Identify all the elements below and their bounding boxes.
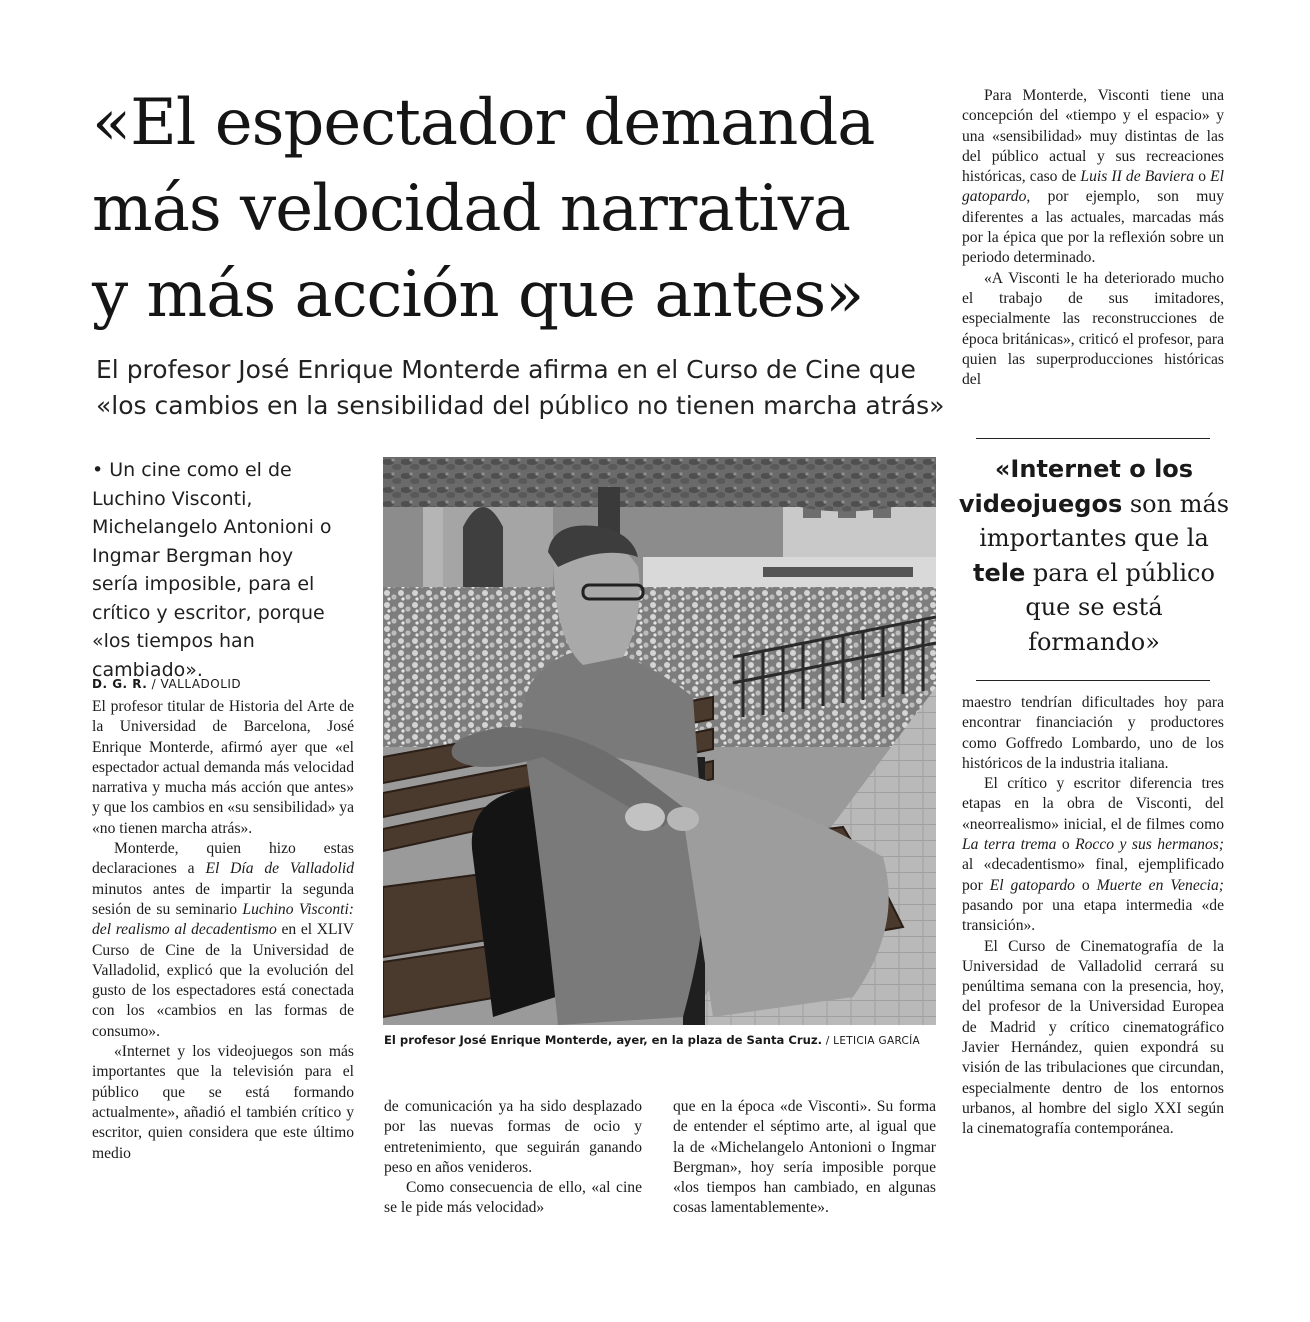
subheadline [96, 352, 956, 424]
pullquote-bold-text: «Internet o los videojuegos [958, 455, 1194, 518]
text-run: o [1194, 168, 1211, 186]
text-run: al «decadentismo» final, ejemplificado por [962, 856, 1224, 894]
italic-title: El Día de Valladolid [205, 860, 355, 878]
paragraph: de comunicación ya ha sido desplazado por las nuevas formas de ocio y entretenimiento, que seguirán ganando peso en años venideros. [384, 1098, 642, 1176]
paragraph [962, 774, 1224, 936]
article-column-1 [92, 697, 354, 1164]
paragraph: El Curso de Cinematografía de la Universidad de Valladolid cerrará su penúltima semana con la presencia, hoy, del profesor de la Universidad Europea de Madrid y crítico cinematográfico Javier Hernández, quien expondrá su visión de las tribulaciones que circundan, especialmente dentro de los entornos urbanos, al hombre del siglo XXI según la cinematografía contemporánea. [962, 937, 1224, 1138]
article-column-3 [673, 1097, 936, 1219]
text-run: minutos antes de impartir la segunda sesión de su seminario [92, 880, 354, 918]
text-run: o [1056, 836, 1076, 854]
italic-title: El gatopardo [962, 168, 1224, 206]
headline-line-3: y más acción que antes» [92, 258, 864, 332]
italic-title: Luis II de Baviera [1080, 168, 1195, 186]
subheadline-line-1: El profesor José Enrique Monterde afirma en el Curso de Cine que [96, 355, 916, 384]
pullquote-text: son más importantes que la [979, 489, 1230, 552]
headline-line-2: más velocidad narrativa [92, 172, 851, 246]
headline-line-1: «El espectador demanda [92, 86, 875, 160]
photo-caption [384, 1033, 944, 1047]
italic-title: El gatopardo [989, 876, 1075, 894]
pullquote-bold-text: tele [973, 558, 1026, 587]
text-run: pasando por una etapa intermedia «de transición». [962, 896, 1224, 935]
pullquote-text: para el público que se está formando» [1025, 558, 1215, 656]
article-column-4-bottom [962, 693, 1224, 1140]
italic-title: Luchino Visconti: del realismo al decadentismo [92, 900, 354, 939]
subheadline-line-2: «los cambios en la sensibilidad del público no tienen marcha atrás» [96, 391, 945, 420]
text-run: Para Monterde, Visconti tiene una concepción del «tiempo y el espacio» y una «sensibilidad» muy distintas de las del público actual y sus recreaciones históricas, caso de [962, 87, 1224, 186]
byline-author: D. G. R. [92, 677, 148, 691]
headline [92, 80, 952, 338]
text-run: o [1074, 876, 1097, 894]
paragraph: El profesor titular de Historia del Arte de la Universidad de Barcelona, José Enrique Monterde, afirmó ayer que «el espectador actual demanda más velocidad narrativa y mucha más acción que antes» y que los cambios en «su sensibilidad» ya «no tienen marcha atrás». [92, 698, 354, 837]
caption-text: El profesor José Enrique Monterde, ayer, en la plaza de Santa Cruz. [384, 1033, 823, 1047]
paragraph [92, 839, 354, 1042]
italic-title: Rocco y sus hermanos; [1075, 836, 1225, 854]
paragraph: Como consecuencia de ello, «al cine se le pide más velocidad» [384, 1179, 642, 1217]
pullquote-rule-top [976, 438, 1210, 439]
paragraph: que en la época «de Visconti». Su forma de entender el séptimo arte, al igual que la de «Michelangelo Antonioni o Ingmar Bergman», hoy sería imposible porque «los tiempos han cambiado, en algunas cosas lamentablemente». [673, 1098, 936, 1217]
text-run: , por ejemplo, son muy diferentes a las actuales, marcadas más por la épica que por la reflexión sobre un periodo determinado. [962, 188, 1224, 267]
paragraph: «A Visconti le ha deteriorado mucho el trabajo de sus imitadores, especialmente las reconstrucciones de época británicas», criticó el profesor, para quien las superproducciones históricas del [962, 269, 1224, 389]
paragraph: «Internet y los videojuegos son más importantes que la televisión para el público que se está formando actualmente», añadió el también crítico y escritor, quien considera que este último medio [92, 1043, 354, 1162]
byline [92, 677, 241, 691]
article-column-4-top [962, 86, 1224, 390]
paragraph [962, 86, 1224, 269]
photo-credit: / LETICIA GARCÍA [825, 1035, 921, 1047]
text-run: Monterde, quien hizo estas declaraciones a [92, 840, 354, 878]
italic-title: Muerte en Venecia; [1096, 876, 1225, 894]
text-run: en el XLIV Curso de Cine de la Universidad de Valladolid, explicó que la evolución del gusto de los espectadores está conectada con los «cambios en las formas de consumo». [92, 921, 354, 1040]
byline-separator: / [151, 677, 157, 691]
pull-quote [958, 452, 1230, 659]
lead-summary: • Un cine como el de Luchino Visconti, Michelangelo Antonioni o Ingmar Bergman hoy sería imposible, para el crítico y escritor, porque «los tiempos han cambiado». [92, 459, 332, 681]
byline-place: VALLADOLID [160, 677, 242, 691]
article-column-2 [384, 1097, 642, 1219]
pullquote-rule-bottom [976, 680, 1210, 681]
italic-title: La terra trema [962, 836, 1057, 854]
text-run: El crítico y escritor diferencia tres etapas en la obra de Visconti, del «neorrealismo» inicial, el de filmes como [962, 775, 1224, 833]
article-photo [383, 457, 936, 1025]
photo-illustration [383, 457, 936, 1025]
paragraph: maestro tendrían dificultades hoy para encontrar financiación y productores como Goffredo Lombardo, uno de los históricos de la industria italiana. [962, 694, 1224, 772]
